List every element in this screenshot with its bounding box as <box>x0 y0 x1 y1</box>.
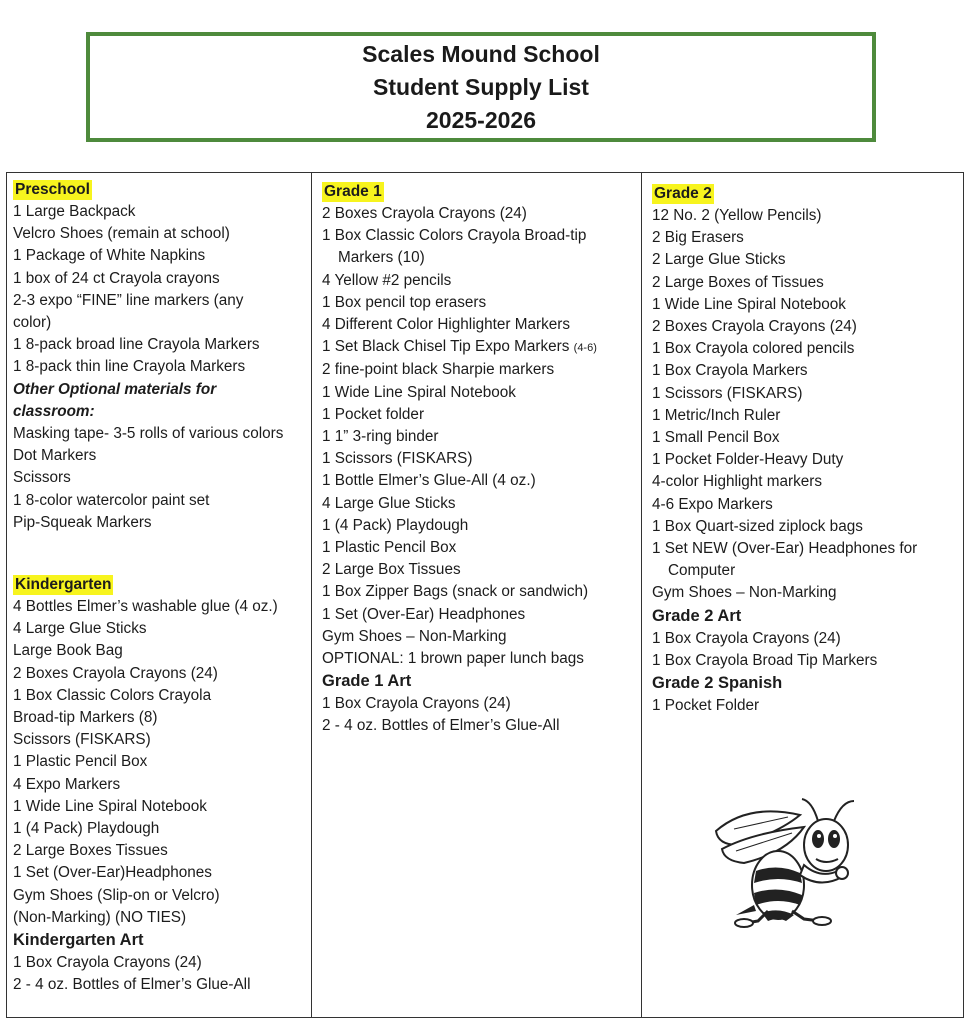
list-item: 1 Box Crayola Markers <box>652 362 808 380</box>
list-item: (Non-Marking) (NO TIES) <box>13 908 187 926</box>
list-item: 1 Pocket Folder <box>652 697 760 715</box>
list-item: 2 Boxes Crayola Crayons (24) <box>322 205 527 222</box>
hornet-mascot-icon <box>708 793 878 928</box>
list-item: 4 Large Glue Sticks <box>13 620 147 638</box>
grade2-spanish-heading: Grade 2 Spanish <box>652 674 783 693</box>
list-item: 1 (4 Pack) Playdough <box>13 820 160 838</box>
list-item: 2 Large Glue Sticks <box>652 251 786 269</box>
list-item <box>322 336 637 359</box>
list-item: Markers (10) <box>338 249 425 267</box>
list-item: 1 Set NEW (Over-Ear) Headphones for <box>652 540 918 558</box>
expo-markers-label: 1 Set Black Chisel Tip Expo Markers <box>322 338 570 356</box>
list-item: 1 Box pencil top erasers <box>322 293 487 311</box>
title-box <box>86 32 876 142</box>
list-item: 1 Pocket Folder-Heavy Duty <box>652 451 844 469</box>
list-item: 4 Different Color Highlighter Markers <box>322 316 570 334</box>
list-item: Gym Shoes – Non-Marking <box>652 584 837 602</box>
list-item: Broad-tip Markers (8) <box>13 709 158 727</box>
preschool-heading: Preschool <box>15 181 90 198</box>
list-item: Large Book Bag <box>13 642 123 660</box>
list-item: 1 Box Crayola Crayons (24) <box>13 954 202 972</box>
list-item: 1 Wide Line Spiral Notebook <box>13 797 207 815</box>
list-item: Masking tape- 3-5 rolls of various colors <box>13 425 284 443</box>
list-item: 1 box of 24 ct Crayola crayons <box>13 269 220 287</box>
list-item: 2 fine-point black Sharpie markers <box>322 361 555 379</box>
list-item: 1 Plastic Pencil Box <box>322 539 457 557</box>
grade2-art-heading: Grade 2 Art <box>652 606 742 625</box>
list-item: Gym Shoes (Slip-on or Velcro) <box>13 886 220 904</box>
column-preschool-kindergarten <box>7 173 312 1017</box>
list-item: Scissors (FISKARS) <box>13 731 151 749</box>
school-name: Scales Mound School <box>362 40 600 67</box>
list-item: 2 Large Box Tissues <box>322 561 461 579</box>
list-item: 2 - 4 oz. Bottles of Elmer’s Glue-All <box>322 717 560 735</box>
list-item: 2 Large Boxes of Tissues <box>652 273 824 291</box>
list-item: 1 Plastic Pencil Box <box>13 753 148 771</box>
column-grade2 <box>642 173 963 1017</box>
list-item: Velcro Shoes (remain at school) <box>13 225 230 243</box>
list-item: 1 Bottle Elmer’s Glue-All (4 oz.) <box>322 472 536 490</box>
supply-table <box>6 172 964 1018</box>
list-item: 2 Boxes Crayola Crayons (24) <box>13 664 218 682</box>
list-item: Pip-Squeak Markers <box>13 513 152 531</box>
list-item: 2 Boxes Crayola Crayons (24) <box>652 318 857 336</box>
list-item: 1 Set (Over-Ear)Headphones <box>13 864 212 882</box>
list-item: 1 Box Classic Colors Crayola <box>13 686 212 704</box>
list-item: 1 Wide Line Spiral Notebook <box>322 383 516 401</box>
optional-heading: Other Optional materials for <box>13 380 217 398</box>
list-item: Computer <box>668 562 736 580</box>
list-item: 1 1” 3-ring binder <box>322 428 439 446</box>
list-item: 12 No. 2 (Yellow Pencils) <box>652 207 822 224</box>
list-item: 1 (4 Pack) Playdough <box>322 516 469 534</box>
list-item: 4 Expo Markers <box>13 775 121 793</box>
list-item: 1 Box Crayola Broad Tip Markers <box>652 651 878 669</box>
list-item: 1 Large Backpack <box>13 203 136 220</box>
list-item: Scissors <box>13 469 71 487</box>
list-item: 1 8-pack thin line Crayola Markers <box>13 358 246 376</box>
list-item: OPTIONAL: 1 brown paper lunch bags <box>322 650 584 668</box>
list-item: 4 Yellow #2 pencils <box>322 271 452 289</box>
list-item: 2 - 4 oz. Bottles of Elmer’s Glue-All <box>13 976 251 994</box>
list-item: 1 Small Pencil Box <box>652 429 780 447</box>
list-item: 4-color Highlight markers <box>652 473 823 491</box>
school-year: 2025-2026 <box>426 106 536 133</box>
list-item: 2 Large Boxes Tissues <box>13 842 168 860</box>
list-item: 1 8-color watercolor paint set <box>13 491 210 509</box>
grade1-art-heading: Grade 1 Art <box>322 672 412 691</box>
list-item: 1 Scissors (FISKARS) <box>652 384 803 402</box>
list-item: 1 8-pack broad line Crayola Markers <box>13 336 260 354</box>
list-item: 1 Box Crayola colored pencils <box>652 340 855 358</box>
column-grade1 <box>312 173 642 1017</box>
expo-markers-qty: (4-6) <box>573 342 597 355</box>
list-item: 1 Metric/Inch Ruler <box>652 406 781 424</box>
list-item: 4 Large Glue Sticks <box>322 494 456 512</box>
list-item: Dot Markers <box>13 447 97 465</box>
list-item: color) <box>13 314 52 332</box>
list-item: 1 Box Crayola Crayons (24) <box>652 629 841 647</box>
list-item: 4-6 Expo Markers <box>652 495 773 513</box>
kindergarten-heading: Kindergarten <box>15 576 112 594</box>
list-item: 1 Set (Over-Ear) Headphones <box>322 605 526 623</box>
list-item: 1 Wide Line Spiral Notebook <box>652 295 846 313</box>
list-item: 1 Box Classic Colors Crayola Broad-tip <box>322 227 587 245</box>
list-item: 2-3 expo “FINE” line markers (any <box>13 291 244 309</box>
kindergarten-art-heading: Kindergarten Art <box>13 931 144 950</box>
list-item: 1 Box Quart-sized ziplock bags <box>652 517 863 535</box>
list-item: 1 Pocket folder <box>322 405 425 423</box>
list-item: 1 Scissors (FISKARS) <box>322 450 473 468</box>
list-title: Student Supply List <box>373 73 589 100</box>
optional-heading-cont: classroom: <box>13 402 95 420</box>
list-item: 1 Box Zipper Bags (snack or sandwich) <box>322 583 589 601</box>
list-item: 4 Bottles Elmer’s washable glue (4 oz.) <box>13 598 278 616</box>
grade2-heading: Grade 2 <box>654 185 712 202</box>
list-item: Gym Shoes – Non-Marking <box>322 627 507 645</box>
list-item: 1 Package of White Napkins <box>13 247 206 265</box>
list-item: 2 Big Erasers <box>652 229 744 247</box>
list-item: 1 Box Crayola Crayons (24) <box>322 695 511 713</box>
grade1-heading: Grade 1 <box>324 183 382 200</box>
